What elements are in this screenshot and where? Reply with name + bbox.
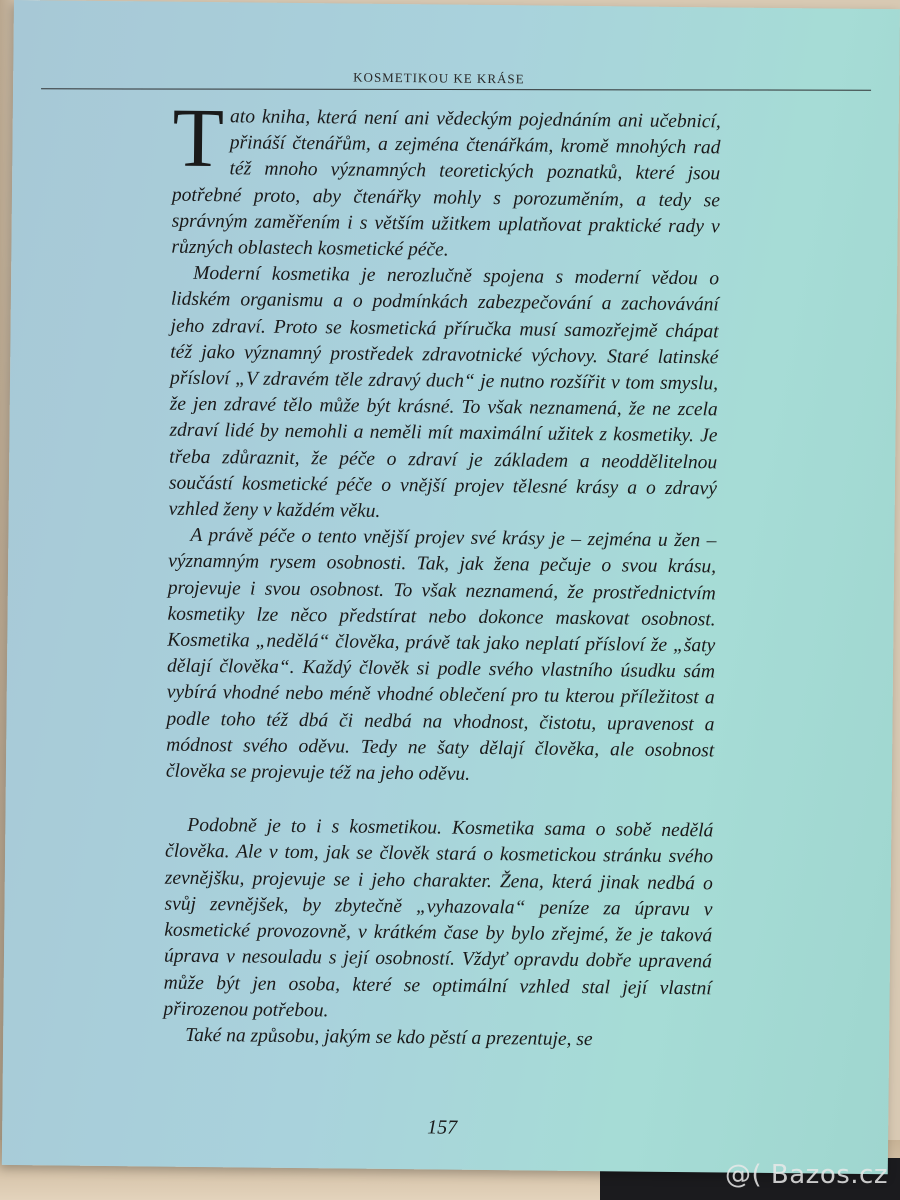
body-text	[163, 91, 721, 1055]
watermark: @( Bazos.cz	[725, 1160, 888, 1190]
book-page	[2, 0, 900, 1174]
header-rule	[41, 88, 871, 90]
drop-cap: T	[172, 91, 225, 186]
running-head: KOSMETIKOU KE KRÁSE	[353, 69, 525, 87]
paragraph-4: Podobně je to i s kosmetikou. Kosmetika sama o sobě nedělá člověka. Ale v tom, jak se člověk stará o kosmetickou stránku svého zevnějšku, projevuje se i jeho charakter. Žena, která jinak nedbá o svůj zevnějšek, by zbytečně „vyhazovala“ peníze za úpravu v kosmetické provozovně, v krátkém čase by bylo zřejmé, že je taková úprava v nesouladu s její osobností. Vždyť opravdu dobře upravená může být jen osoba, které se optimální vzhled stal její vlastní přirozenou potřebou.	[163, 815, 714, 1022]
paragraph-3: A právě péče o tento vnější projev své krásy je – zejména u žen – významným rysem osobnosti. Tak, jak žena pečuje o svou krásu, projevuje i svou osobnost. To však neznamená, že prostřednictvím kosmetiky lze něco předstírat nebo dokonce maskovat osobnost. Kosmetika „nedělá“ člověka, právě tak jako neplatí přísloví že „šaty dělají člověka“. Každý člověk si podle svého vlastního úsudku sám vybírá vhodné nebo méně vhodné oblečení pro tu kterou příležitost a podle toho též dbá či nedbá na vhodnost, čistotu, upravenost a módnost svého oděvu. Tedy ne šaty dělají člověka, ale osobnost člověka se projevuje též na jeho oděvu.	[165, 525, 717, 785]
page-number: 157	[427, 1116, 458, 1139]
paragraph-5: Také na způsobu, jakým se kdo pěstí a prezentuje, se	[185, 1024, 593, 1051]
paragraph-1-text: ato kniha, která není ani vědeckým pojednáním ani učebnicí, přináší čtenářům, a zejména čtenářkám, kromě mnohých rad též mnoho významných teoretických poznatků, které jsou potřebné proto, aby čtenářky mohly s porozuměním, a tedy se správným zaměřením i s větším užitkem uplatňovat praktické rady v různých oblastech kosmetické péče.	[171, 106, 721, 261]
paragraph-2: Moderní kosmetika je nerozlučně spojena s moderní vědou o lidském organismu a o podmínkách zabezpečování a zachovávání jeho zdraví. Proto se kosmetická příručka musí samozřejmě chápat též jako významný prostředek zdravotnické výchovy. Staré latinské přísloví „V zdravém těle zdravý duch“ je nutno rozšířit v tom smyslu, že jen zdravé tělo může být krásné. To však neznamená, že ne zcela zdraví lidé by nemohli a neměli mít maximální užitek z kosmetiky. Je třeba zdůraznit, že péče o zdraví je základem a neoddělitelnou součástí kosmetické péče o vnější projev tělesné krásy a o zdravý vzhled ženy v každém věku.	[168, 263, 720, 522]
paragraph-1	[171, 91, 721, 267]
